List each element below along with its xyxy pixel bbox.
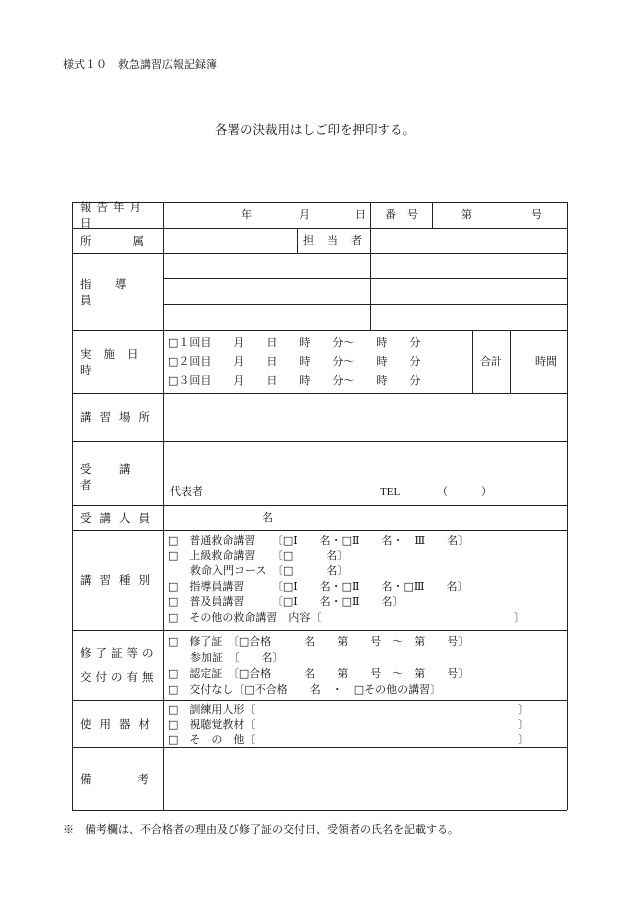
stamp-notice: 各署の決裁用はしご印を押印する。 [214, 122, 415, 137]
number-label: 番 号 [385, 208, 418, 221]
equipment-3-close: 〕 [518, 733, 529, 746]
count-unit: 名 [262, 511, 273, 524]
officer-label: 担 当 者 [303, 234, 363, 247]
total-label: 合計 [480, 355, 502, 368]
course-line-3: 救命入門コース 〔□ 名〕 [168, 564, 349, 577]
year-unit: 年 [241, 208, 252, 221]
form-id: 様式１０ 救急講習広報記録簿 [63, 58, 217, 71]
equipment-2: □ 視聴覚教材〔 [168, 718, 256, 731]
number-dai: 第 [461, 208, 472, 221]
session-2: □２回目 月 日 時 分～ 時 分 [168, 355, 421, 368]
number-go: 号 [531, 208, 542, 221]
equipment-1: □ 訓練用人形〔 [168, 703, 256, 716]
hours-label: 時間 [535, 355, 557, 368]
label-department: 所 属 [80, 233, 150, 248]
label-count: 受講人員 [80, 510, 158, 525]
session-3: □３回目 月 日 時 分～ 時 分 [168, 374, 421, 387]
label-venue: 講習場所 [80, 410, 158, 424]
cert-line-2: 参加証 〔 名〕 [168, 651, 284, 664]
equipment-2-close: 〕 [518, 718, 529, 731]
course-line-6: □ その他の救命講習 内容〔 [168, 611, 322, 624]
label-report-date: 報告年月日 [80, 200, 146, 230]
tel-paren: （ ） [437, 485, 492, 498]
representative-label: 代表者 [170, 485, 203, 498]
cert-line-3: □ 認定証 〔□合格 名 第 号 ～ 第 号〕 [168, 667, 470, 680]
course-line-2: □ 上級救命講習 〔□ 名〕 [168, 549, 349, 562]
course-other-close: 〕 [514, 611, 525, 624]
label-datetime: 実施日時 [80, 346, 151, 377]
session-1: □１回目 月 日 時 分～ 時 分 [168, 336, 421, 349]
label-certificate: 修了証等の 交付の有無 [80, 646, 158, 684]
footnote: ※ 備考欄は、不合格者の理由及び修了証の交付日、受領者の氏名を記載する。 [63, 823, 459, 836]
month-unit: 月 [299, 208, 310, 221]
equipment-1-close: 〕 [518, 703, 529, 716]
course-line-4: □ 指導員講習 〔□Ⅰ 名・□Ⅱ 名・□Ⅲ 名〕 [168, 580, 469, 593]
label-remarks: 備 考 [80, 771, 149, 786]
label-instructors: 指 導 員 [80, 276, 150, 307]
equipment-3: □ そ の 他〔 [168, 733, 256, 746]
label-course-type: 講習種別 [80, 573, 158, 587]
cert-line-1: □ 修了証 〔□合格 名 第 号 ～ 第 号〕 [168, 635, 470, 648]
course-line-1: □ 普通救命講習 〔□Ⅰ 名・□Ⅱ 名・ Ⅲ 名〕 [168, 534, 470, 547]
label-equipment: 使用器材 [80, 716, 158, 731]
tel-label: TEL [380, 486, 401, 498]
cert-line-4: □ 交付なし〔□不合格 名 ・ □その他の講習〕 [168, 683, 442, 696]
course-line-5: □ 普及員講習 〔□Ⅰ 名・□Ⅱ 名〕 [168, 595, 404, 608]
day-unit: 日 [355, 208, 366, 221]
label-attendee: 受 講 者 [80, 462, 158, 492]
